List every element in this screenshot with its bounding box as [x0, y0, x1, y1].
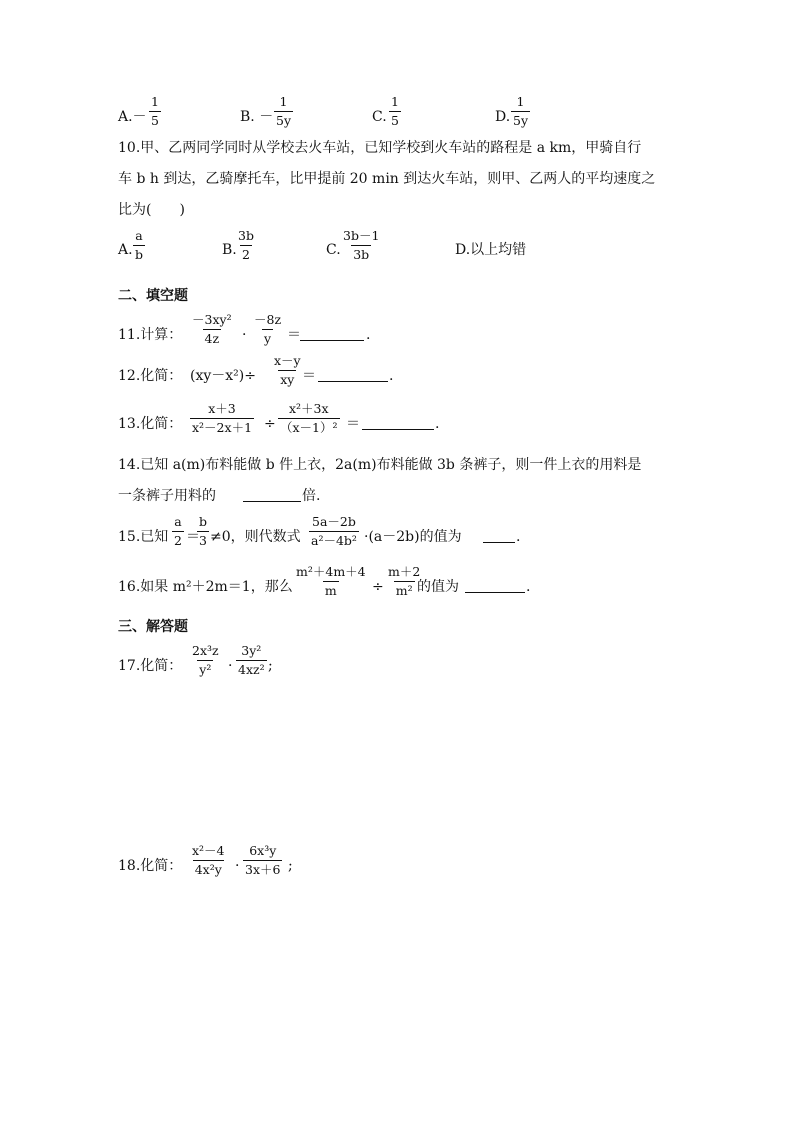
q16-tail: 的值为: [417, 579, 459, 595]
q14-line2-pre: 一条裤子用料的: [118, 488, 216, 504]
q18-end: ;: [288, 858, 293, 874]
q17-fraction-1: $\frac{\text{2x³z}}{\text{y²}}$: [192, 643, 219, 677]
q12-prefix: 12.化简：: [118, 368, 183, 384]
q9-option-d-fraction: $\frac{1}{5y}$: [513, 94, 529, 128]
q10-option-b-fraction: $\frac{3b}{2}$: [238, 228, 254, 262]
q13-end: .: [435, 416, 440, 432]
section-fill-in-heading: 二、填空题: [118, 288, 188, 304]
q10-line2: 车 b h 到达，乙骑摩托车，比甲提前 20 min 到达火车站，则甲、乙两人的平均速度之: [118, 171, 656, 187]
q17-fraction-2: $\frac{\text{3y²}}{\text{4xz²}}$: [238, 643, 265, 677]
q15-fraction-a: $\frac{a}{2}$: [174, 514, 182, 548]
q16-fraction-1: $\frac{\text{m²＋4m＋4}}{m}$: [296, 564, 366, 598]
q16-fraction-2: $\frac{m+2}{\text{m²}}$: [388, 564, 421, 598]
q13-prefix: 13.化简：: [118, 416, 183, 432]
q9-option-b-label: B. －: [240, 109, 274, 125]
q18-dot: ·: [235, 858, 240, 874]
q18-prefix: 18.化简：: [118, 858, 183, 874]
q9-option-b-fraction: $\frac{1}{5y}$: [276, 94, 292, 128]
q11-prefix: 11.计算：: [118, 327, 183, 343]
q9-option-a-label: A.－: [118, 109, 147, 125]
q14-line2-post: 倍.: [302, 488, 321, 504]
q16-prefix: 16.如果 m²＋2m＝1，那么: [118, 579, 293, 595]
q16-end: .: [526, 579, 531, 595]
q13-fraction-2: $\frac{\text{x²＋3x}}{\text{（x－1）²}}$: [280, 401, 338, 435]
q10-option-d: D.以上均错: [455, 242, 527, 258]
q11-equals: ＝: [287, 327, 301, 343]
q10-option-c-label: C.: [326, 242, 341, 258]
q11-fraction-2: $\frac{-8z}{y}$: [254, 312, 282, 346]
q10-option-c-fraction: $\frac{3b-1}{3b}$: [343, 228, 380, 262]
q13-fraction-1: $\frac{x+3}{\text{x²－2x＋1}}$: [192, 401, 253, 435]
q17-end: ;: [268, 658, 273, 674]
q13-equals: ＝: [346, 416, 360, 432]
q11-answer-blank[interactable]: [300, 327, 364, 344]
q15-fraction-c: $\frac{5a-2b}{\text{a²－4b²}}$: [311, 514, 357, 548]
q10-option-a-label: A.: [118, 242, 133, 258]
q17-prefix: 17.化简：: [118, 658, 183, 674]
q10-line3: 比为( ): [118, 202, 185, 218]
q15-equals: ＝: [186, 529, 200, 545]
q13-divide: ÷: [264, 416, 276, 432]
q14-line1: 14.已知 a(m)布料能做 b 件上衣，2a(m)布料能做 3b 条裤子，则一件上衣的用料是: [118, 457, 642, 473]
q15-answer-blank[interactable]: [483, 529, 515, 546]
q15-prefix: 15.已知: [118, 529, 169, 545]
q9-option-c-label: C.: [372, 109, 387, 125]
q11-dot: ·: [242, 327, 247, 343]
q14-answer-blank[interactable]: [243, 488, 301, 505]
q12-answer-blank[interactable]: [318, 368, 388, 385]
q10-option-a-fraction: $\frac{a}{b}$: [135, 228, 144, 262]
section-answer-heading: 三、解答题: [118, 619, 188, 635]
q15-fraction-b: $\frac{b}{3}$: [199, 514, 208, 548]
q12-fraction: $\frac{x-y}{xy}$: [274, 353, 301, 387]
q10-line1: 10.甲、乙两同学同时从学校去火车站，已知学校到火车站的路程是 a km，甲骑自行: [118, 140, 642, 156]
q12-expression: (xy－x²)÷: [190, 368, 256, 384]
q9-option-c-fraction: $\frac{1}{5}$: [391, 94, 399, 128]
q11-end: .: [366, 327, 371, 343]
q15-end: .: [516, 529, 521, 545]
q18-fraction-1: $\frac{\text{x²－4}}{\text{4x²y}}$: [192, 843, 225, 877]
q16-divide: ÷: [372, 579, 384, 595]
q13-answer-blank[interactable]: [362, 416, 434, 433]
q12-equals: ＝: [302, 368, 316, 384]
q11-fraction-1: $\frac{\text{－3xy²}}{4z}$: [192, 312, 232, 346]
q15-tail: ·(a－2b)的值为: [364, 529, 462, 545]
q10-option-b-label: B.: [222, 242, 237, 258]
q9-option-d-label: D.: [495, 109, 511, 125]
q12-end: .: [389, 368, 394, 384]
q15-condition: ≠0，则代数式: [210, 529, 301, 545]
q17-dot: ·: [228, 658, 233, 674]
q16-answer-blank[interactable]: [465, 579, 525, 596]
q9-option-a-fraction: $\frac{1}{5}$: [151, 94, 159, 128]
q18-fraction-2: $\frac{\text{6x³y}}{3x+6}$: [245, 843, 281, 877]
